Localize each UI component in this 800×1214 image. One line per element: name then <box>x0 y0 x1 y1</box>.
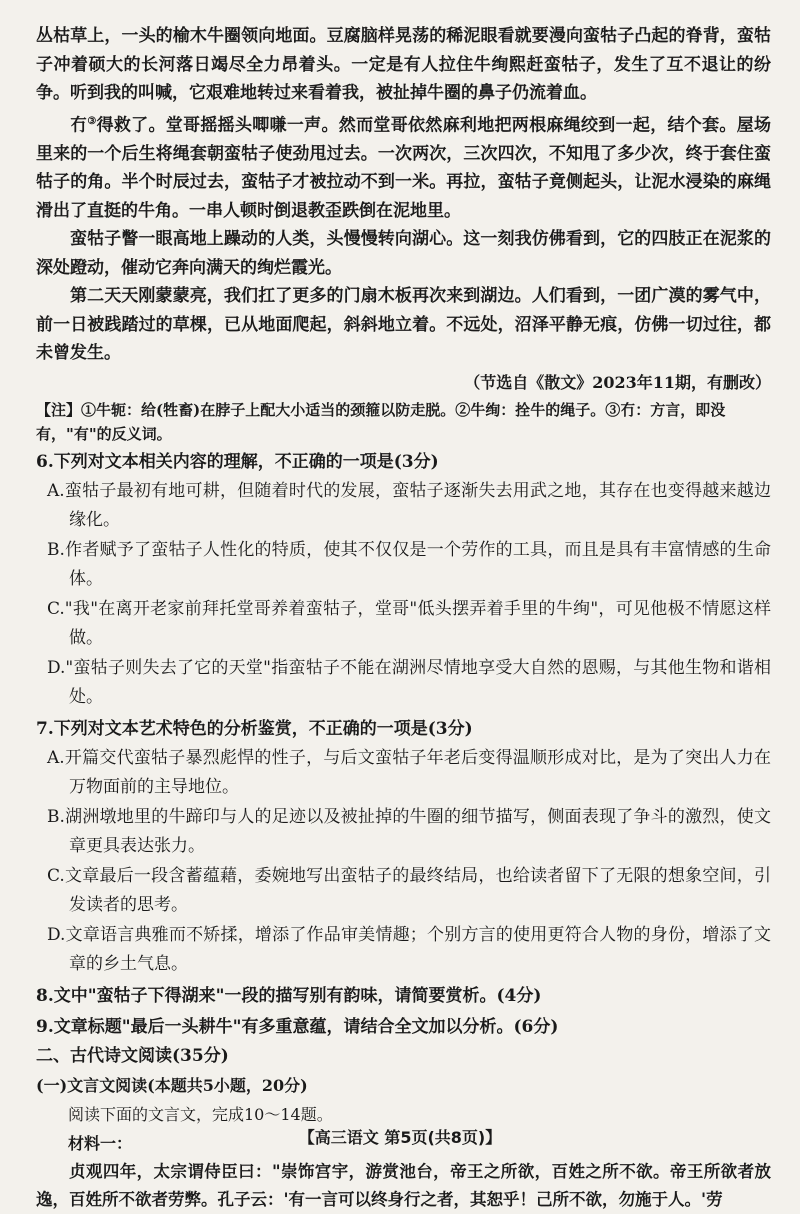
question-7-option-a: A.开篇交代蛮牯子暴烈彪悍的性子，与后文蛮牯子年老后变得温顺形成对比，是为了突出人力在万物面前的主导地位。 <box>47 747 771 798</box>
dialect-word: 冇 <box>70 115 88 136</box>
story-paragraph-2-text: 得救了。堂哥摇摇头唧嗛一声。然而堂哥依然麻利地把两根麻绳绞到一起，结个套。屋场里来的一个后生将绳套朝蛮牯子使劲甩过去。一次两次，三次四次，不知甩了多少次，终于套住蛮牯子的角。半个时辰过去，蛮牯子才被拉动不到一米。再拉，蛮牯子竟侧起头，让泥水浸染的麻绳滑出了直挺的牛角。一串人顿时倒退教歪跌倒在泥地里。 <box>36 115 772 221</box>
subsection-title: (一)文言文阅读(本题共5小题，20分) <box>36 1075 308 1095</box>
story-paragraph-4: 第二天天刚蒙蒙亮，我们扛了更多的门扇木板再次来到湖边。人们看到，一团广漠的雾气中，前一日被践踏过的草棵，已从地面爬起，斜斜地立着。不远处，沼泽平静无痕，仿佛一切过往，都未曾发生。 <box>36 286 771 364</box>
question-7-option-b: B.湖洲墩地里的牛蹄印与人的足迹以及被扯掉的牛圈的细节描写，侧面表现了争斗的激烈，使文章更具表达张力。 <box>47 806 771 857</box>
exam-page <box>36 22 771 1214</box>
footnote-marker: ③ <box>87 115 97 127</box>
section-title: 二、古代诗文阅读(35分) <box>36 1045 229 1066</box>
material-text: 贞观四年，太宗谓侍臣曰："崇饰宫宇，游赏池台，帝王之所欲，百姓之所不欲。帝王所欲者放逸，百姓所不欲者劳弊。孔子云：'有一言可以终身行之者，其恕乎！己所不欲，勿施于人。'劳 <box>36 1161 771 1209</box>
source-citation: （节选自《散文》2023年11期，有删改） <box>464 372 771 392</box>
question-7-option-d: D.文章语言典雅而不矫揉，增添了作品审美情趣；个别方言的使用更符合人物的身份，增添了文章的乡土气息。 <box>47 924 771 975</box>
question-8-stem: 8.文中"蛮牯子下得湖来"一段的描写别有韵味，请简要赏析。(4分) <box>36 985 542 1006</box>
page-footer: 【高三语文 第5页(共8页)】 <box>298 1128 502 1147</box>
story-paragraph-1: 丛枯草上，一头的榆木牛圈领向地面。豆腐脑样晃荡的稀泥眼看就要漫向蛮牯子凸起的脊背，蛮牯子冲着硕大的长河落日竭尽全力昂着头。一定是有人拉住牛绚熙赶蛮牯子，发生了互不退让的纷争。听到我的叫喊，它艰难地转过来看着我，被扯掉牛圈的鼻子仍流着血。 <box>36 26 771 103</box>
question-6-option-d: D."蛮牯子则失去了它的天堂"指蛮牯子不能在湖洲尽情地享受大自然的恩赐，与其他生物和谐相处。 <box>47 657 771 708</box>
reading-instruction: 阅读下面的文言文，完成10～14题。 <box>68 1104 333 1124</box>
question-6-stem: 6.下列对文本相关内容的理解，不正确的一项是(3分) <box>36 451 439 472</box>
footnotes: 【注】①牛轭：给(牲畜)在脖子上配大小适当的颈箍以防走脱。②牛绚：拴牛的绳子。③冇：方言，即没有，"有"的反义词。 <box>36 400 726 443</box>
material-label: 材料一： <box>68 1133 133 1153</box>
question-7-option-c: C.文章最后一段含蓄蕴藉，委婉地写出蛮牯子的最终结局，也给读者留下了无限的想象空间，引发读者的思考。 <box>47 865 771 916</box>
question-6-option-b: B.作者赋予了蛮牯子人性化的特质，使其不仅仅是一个劳作的工具，而且是具有丰富情感的生命体。 <box>47 539 771 590</box>
question-6-option-a: A.蛮牯子最初有地可耕，但随着时代的发展，蛮牯子逐渐失去用武之地，其存在也变得越来越边缘化。 <box>47 480 771 531</box>
question-7-stem: 7.下列对文本艺术特色的分析鉴赏，不正确的一项是(3分) <box>36 718 473 739</box>
story-paragraph-3: 蛮牯子瞥一眼高地上躁动的人类，头慢慢转向湖心。这一刻我仿佛看到，它的四肢正在泥浆的深处蹬动，催动它奔向满天的绚烂霞光。 <box>36 229 771 278</box>
question-6-option-c: C."我"在离开老家前拜托堂哥养着蛮牯子，堂哥"低头摆弄着手里的牛绚"，可见他极不情愿这样做。 <box>47 598 771 649</box>
story-paragraph-2 <box>36 108 771 226</box>
question-9-stem: 9.文章标题"最后一头耕牛"有多重意蕴，请结合全文加以分析。(6分) <box>36 1016 559 1037</box>
